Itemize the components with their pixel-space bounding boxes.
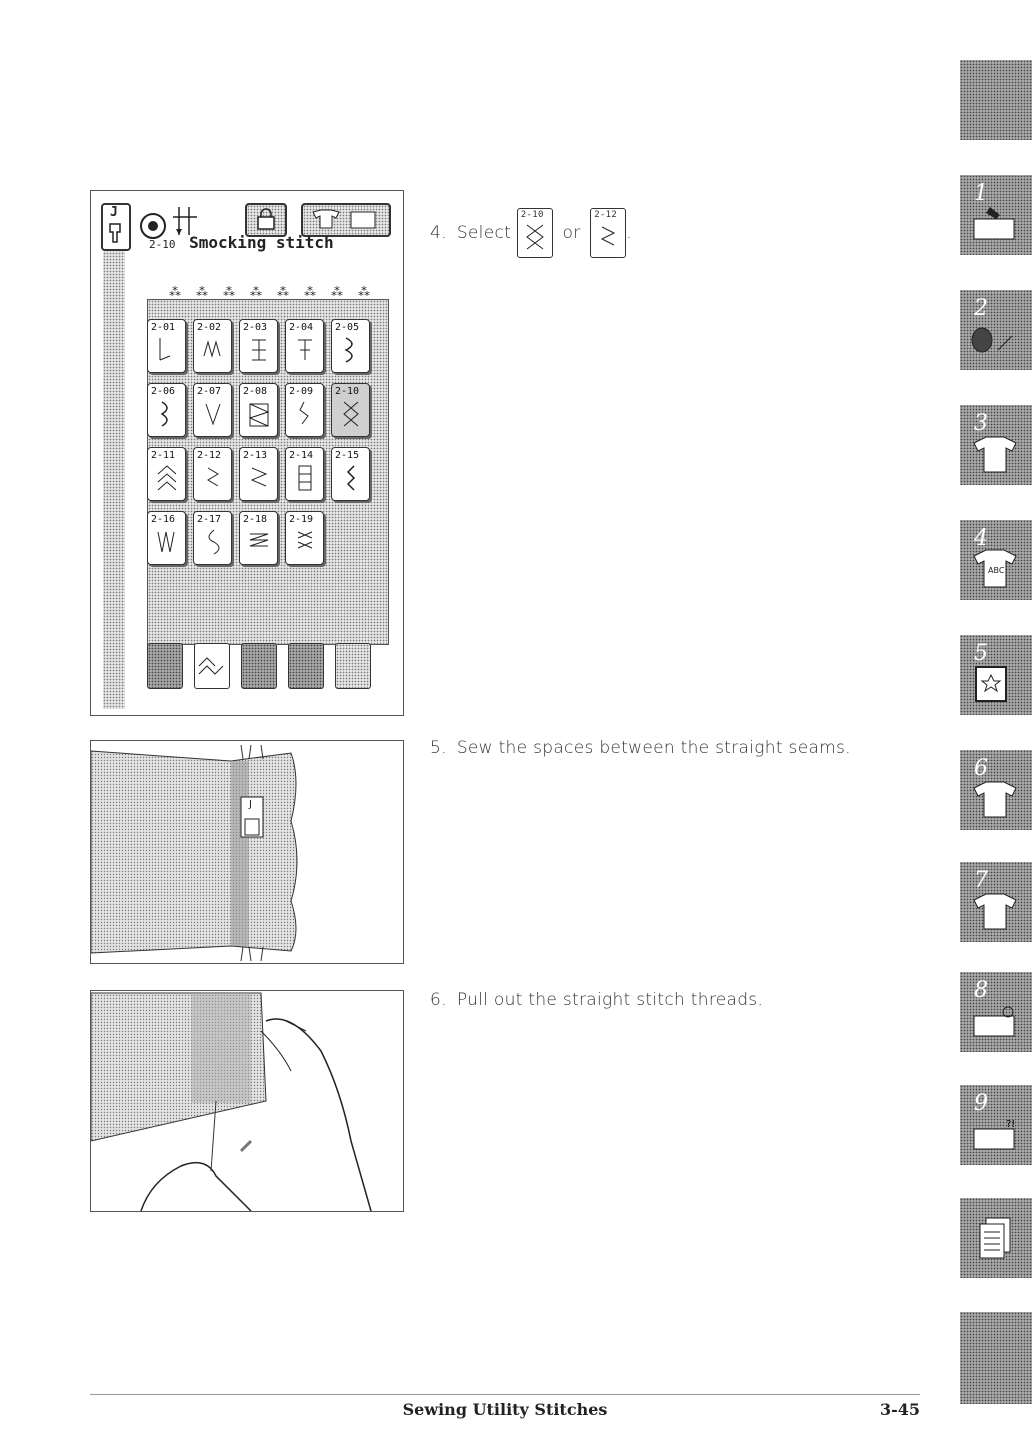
stitch-key-2-09[interactable] bbox=[285, 383, 324, 437]
stitch-key-code: 2-15 bbox=[335, 450, 360, 461]
chapter-tab-6[interactable] bbox=[960, 750, 1032, 830]
stitch-key-2-01[interactable] bbox=[147, 319, 186, 373]
stitch-key-2-16[interactable] bbox=[147, 511, 186, 565]
presser-foot-button[interactable] bbox=[101, 203, 131, 251]
step-5-number: 5. bbox=[430, 738, 447, 758]
step-6 bbox=[430, 990, 763, 1010]
stitch-pattern-icon bbox=[294, 528, 316, 556]
stitch-pattern-icon bbox=[156, 464, 178, 492]
stitch-pattern-icon bbox=[340, 400, 362, 428]
stitch-key-code: 2-08 bbox=[243, 386, 268, 397]
stitch-pattern-icon bbox=[294, 400, 316, 428]
step-5 bbox=[430, 738, 851, 758]
tab-number: 2 bbox=[974, 296, 988, 321]
tab-number: 1 bbox=[974, 181, 988, 206]
stitch-key-2-02[interactable] bbox=[193, 319, 232, 373]
stitch-key-2-13[interactable] bbox=[239, 447, 278, 501]
stitch-key-2-06[interactable] bbox=[147, 383, 186, 437]
tab-number: 7 bbox=[974, 868, 988, 893]
chapter-tab-5[interactable] bbox=[960, 635, 1032, 715]
chapter-tab-appendix[interactable] bbox=[960, 1198, 1032, 1278]
chapter-tab-7[interactable] bbox=[960, 862, 1032, 942]
stitch-key-2-19[interactable] bbox=[285, 511, 324, 565]
stitch-pattern-icon bbox=[156, 528, 178, 556]
stitch-pattern-icon bbox=[294, 336, 316, 364]
stitch-pattern-icon bbox=[202, 336, 224, 364]
key-code: 2-12 bbox=[594, 210, 618, 220]
stitch-key-2-10[interactable] bbox=[331, 383, 370, 437]
category-tab-4[interactable] bbox=[288, 643, 324, 689]
presser-foot-letter: J bbox=[110, 205, 118, 220]
stitch-title bbox=[149, 233, 334, 252]
svg-text:?!: ?! bbox=[1006, 1119, 1016, 1130]
stitch-pattern-icon bbox=[248, 336, 270, 364]
stitch-pattern-icon bbox=[248, 400, 270, 428]
tab-number: 8 bbox=[974, 978, 988, 1003]
stitch-key-2-11[interactable] bbox=[147, 447, 186, 501]
garment-icon bbox=[311, 208, 381, 230]
shirt-design-icon bbox=[970, 780, 1020, 820]
step-4-end: . bbox=[626, 223, 632, 243]
stitch-key-code: 2-18 bbox=[243, 514, 268, 525]
stitch-key-code: 2-06 bbox=[151, 386, 176, 397]
stitch-key-code: 2-12 bbox=[197, 450, 222, 461]
tab-shade bbox=[960, 1312, 1032, 1404]
feather-stitch-icon bbox=[596, 223, 620, 253]
stitch-key-code: 2-14 bbox=[289, 450, 314, 461]
category-tab-2[interactable] bbox=[194, 643, 230, 689]
sewing-illustration bbox=[90, 740, 404, 964]
embroidery-frame-icon bbox=[972, 663, 1022, 707]
stitch-key-code: 2-17 bbox=[197, 514, 222, 525]
or-text: or bbox=[562, 223, 581, 243]
tab-number: 9 bbox=[974, 1091, 988, 1116]
stitch-key-2-17[interactable] bbox=[193, 511, 232, 565]
garment-guide-button[interactable] bbox=[301, 203, 391, 237]
thread-spool-icon bbox=[968, 320, 1018, 360]
troubleshooting-icon bbox=[970, 1115, 1020, 1155]
footer-title: Sewing Utility Stitches bbox=[402, 1400, 608, 1419]
stitch-key-2-18[interactable] bbox=[239, 511, 278, 565]
zigzag-icon bbox=[197, 648, 227, 684]
stitch-preview-strip bbox=[103, 231, 125, 709]
stitch-code: 2-10 bbox=[149, 238, 176, 251]
stitch-key-code: 2-05 bbox=[335, 322, 360, 333]
stitch-key-2-12-ref bbox=[590, 208, 626, 258]
lcd-screen-figure bbox=[90, 190, 404, 716]
footer-rule bbox=[90, 1394, 920, 1395]
stitch-key-code: 2-07 bbox=[197, 386, 222, 397]
sewing-machine-icon bbox=[970, 203, 1020, 243]
stitch-key-code: 2-10 bbox=[335, 386, 360, 397]
stitch-pattern-icon bbox=[248, 528, 270, 556]
stitch-pattern-icon bbox=[340, 336, 362, 364]
chapter-tab-4[interactable] bbox=[960, 520, 1032, 600]
chapter-tab-3[interactable] bbox=[960, 405, 1032, 485]
tab-number: 4 bbox=[974, 526, 988, 551]
category-tab-3[interactable] bbox=[241, 643, 277, 689]
stitch-key-code: 2-04 bbox=[289, 322, 314, 333]
foot-letter: J bbox=[249, 799, 252, 810]
pull-threads-illustration bbox=[90, 990, 404, 1212]
chapter-tab-2[interactable] bbox=[960, 290, 1032, 370]
stitch-key-2-03[interactable] bbox=[239, 319, 278, 373]
stitch-name: Smocking stitch bbox=[189, 233, 334, 252]
stitch-pattern-icon bbox=[294, 464, 316, 492]
lock-button[interactable] bbox=[245, 203, 287, 237]
stitch-pattern-icon bbox=[156, 400, 178, 428]
stitch-key-2-08[interactable] bbox=[239, 383, 278, 437]
smocked-fabric-illustration bbox=[91, 741, 403, 963]
stitch-key-code: 2-02 bbox=[197, 322, 222, 333]
stitch-key-2-10-ref bbox=[517, 208, 553, 258]
stitch-key-2-15[interactable] bbox=[331, 447, 370, 501]
step-4-text: Select bbox=[456, 223, 512, 243]
hook-row: ⁂⁂⁂⁂⁂⁂⁂⁂ bbox=[169, 285, 385, 299]
shirt-edit-icon bbox=[970, 892, 1020, 932]
stitch-key-code: 2-16 bbox=[151, 514, 176, 525]
chapter-tab-index[interactable] bbox=[960, 1312, 1032, 1404]
stitch-key-2-05[interactable] bbox=[331, 319, 370, 373]
key-code: 2-10 bbox=[520, 210, 544, 220]
stitch-key-2-07[interactable] bbox=[193, 383, 232, 437]
stitch-key-2-04[interactable] bbox=[285, 319, 324, 373]
stitch-key-code: 2-03 bbox=[243, 322, 268, 333]
presser-foot-icon bbox=[106, 222, 124, 244]
tab-number: 3 bbox=[974, 411, 988, 436]
category-tab-5[interactable] bbox=[335, 643, 371, 689]
tab-number: 5 bbox=[974, 641, 988, 666]
stitch-key-code: 2-13 bbox=[243, 450, 268, 461]
stitch-pattern-icon bbox=[156, 336, 178, 364]
stitch-pattern-icon bbox=[202, 528, 224, 556]
stitch-pattern-icon bbox=[248, 464, 270, 492]
tab-4-icon-text: ABC bbox=[988, 566, 1005, 575]
stitch-pattern-icon bbox=[202, 464, 224, 492]
lock-icon bbox=[255, 208, 277, 230]
chapter-tab-1[interactable] bbox=[960, 175, 1032, 255]
page-number: 3-45 bbox=[880, 1400, 921, 1419]
step-4 bbox=[430, 208, 632, 258]
stitch-key-code: 2-09 bbox=[289, 386, 314, 397]
stitch-key-code: 2-01 bbox=[151, 322, 176, 333]
chapter-tab-9[interactable] bbox=[960, 1085, 1032, 1165]
stitch-key-2-14[interactable] bbox=[285, 447, 324, 501]
step-5-text: Sew the spaces between the straight seams. bbox=[456, 738, 851, 758]
category-tab-1[interactable] bbox=[147, 643, 183, 689]
shirt-icon bbox=[970, 435, 1020, 475]
maintenance-icon bbox=[970, 1002, 1020, 1042]
step-6-text: Pull out the straight stitch threads. bbox=[456, 990, 764, 1010]
step-4-number: 4. bbox=[430, 223, 447, 243]
smocking-stitch-icon bbox=[523, 223, 547, 253]
documents-icon bbox=[976, 1216, 1016, 1266]
stitch-key-code: 2-19 bbox=[289, 514, 314, 525]
chapter-tab-8[interactable] bbox=[960, 972, 1032, 1052]
step-6-number: 6. bbox=[430, 990, 447, 1010]
stitch-pattern-icon bbox=[340, 464, 362, 492]
stitch-pattern-icon bbox=[202, 400, 224, 428]
hands-pulling-threads-illustration bbox=[91, 991, 403, 1211]
stitch-key-2-12[interactable] bbox=[193, 447, 232, 501]
tab-number: 6 bbox=[974, 756, 988, 781]
chapter-tab-contents[interactable] bbox=[960, 60, 1032, 140]
tab-shade bbox=[960, 60, 1032, 140]
stitch-key-code: 2-11 bbox=[151, 450, 176, 461]
